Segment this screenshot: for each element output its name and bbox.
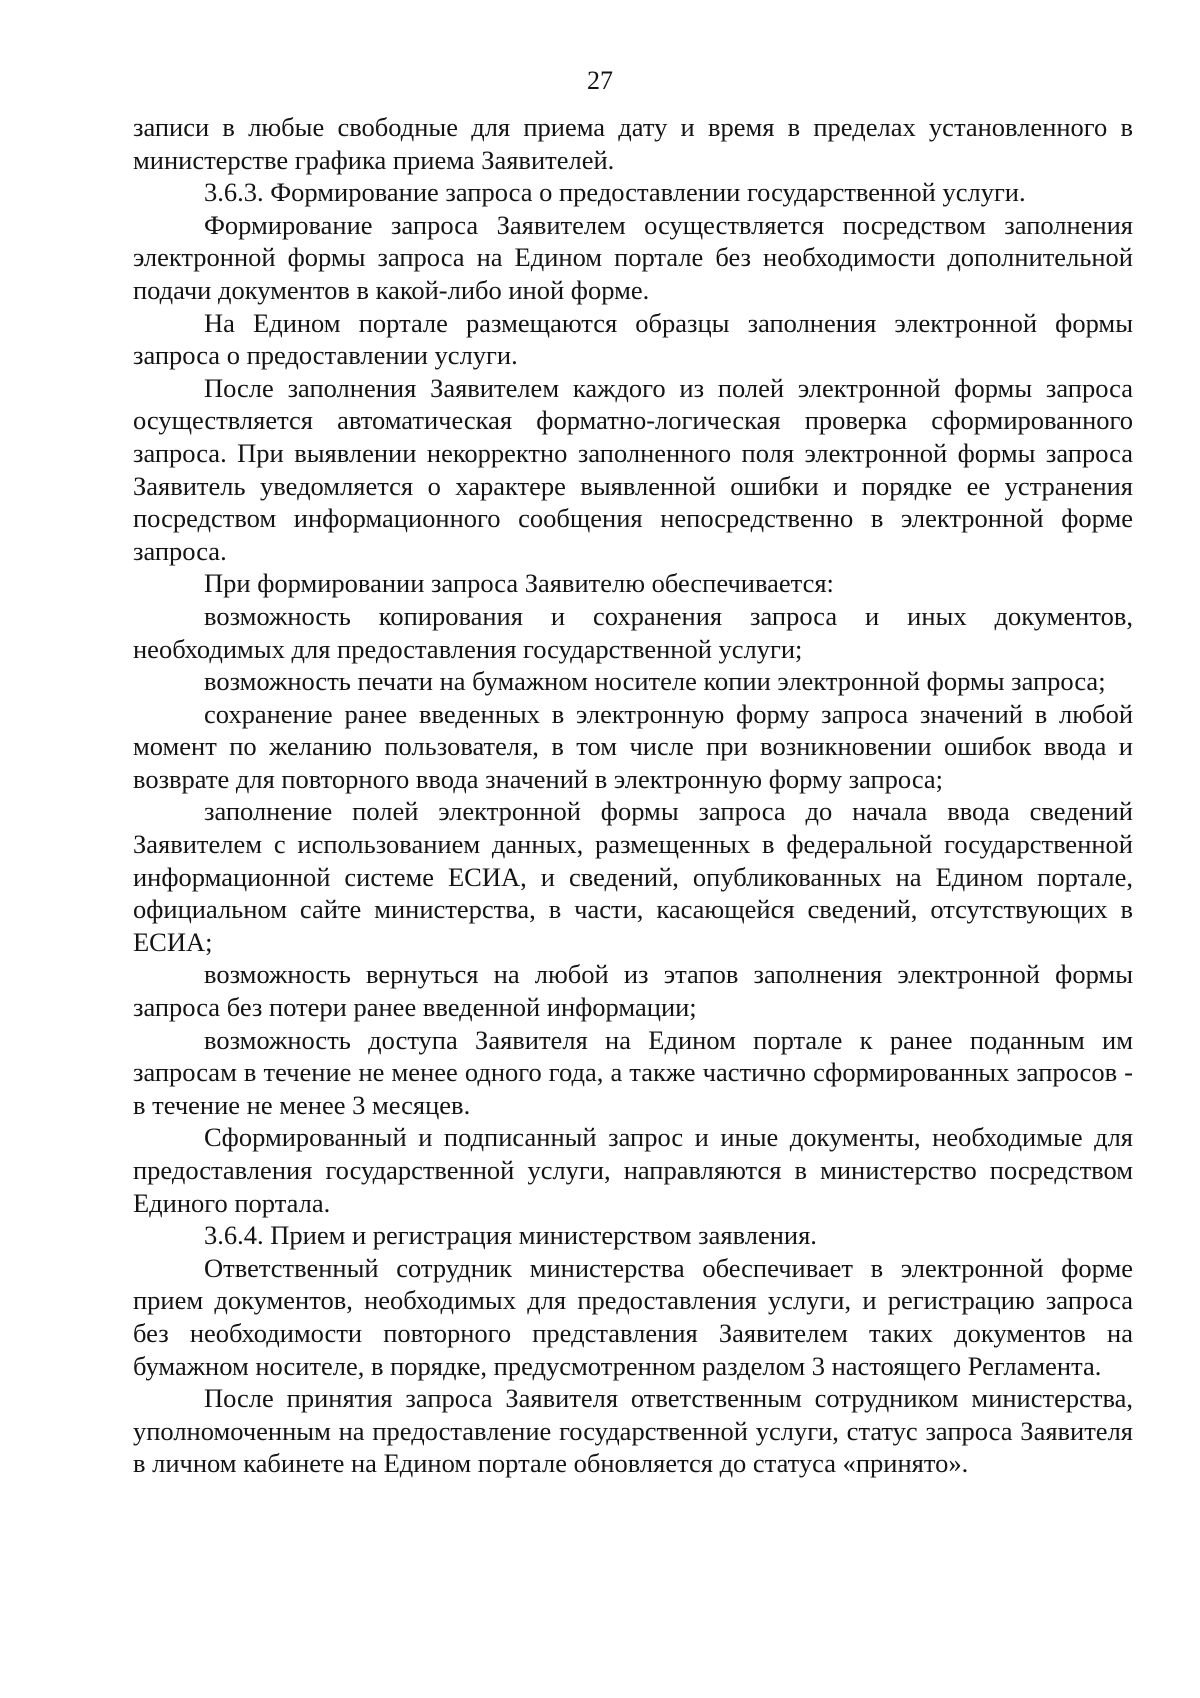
page-number: 27: [587, 66, 613, 95]
paragraph: При формировании запроса Заявителю обеспечивается:: [204, 568, 834, 599]
paragraph: После заполнения Заявителем каждого из полей электронной формы запроса осуществляется автоматическая форматно-логическая проверка сформированного запроса. При выявлении некорректно заполненного поля электронной формы запроса Заявитель уведомляется о характере выявленной ошибки и порядке ее устранения посредством информационного сообщения непосредственно в электронной форме запроса.: [133, 372, 1133, 566]
list-item: возможность вернуться на любой из этапов заполнения электронной формы запроса без потери ранее введенной информации;: [133, 959, 1133, 1023]
paragraph: Формирование запроса Заявителем осуществляется посредством заполнения электронной формы запроса на Едином портале без необходимости дополнительной подачи документов в какой-либо иной форме.: [133, 209, 1133, 305]
paragraph: На Едином портале размещаются образцы заполнения электронной формы запроса о предоставлении услуги.: [133, 307, 1133, 371]
list-item: возможность печати на бумажном носителе копии электронной формы запроса;: [204, 666, 1106, 697]
section-heading-3-6-4: 3.6.4. Прием и регистрация министерством заявления.: [204, 1220, 817, 1251]
paragraph: Ответственный сотрудник министерства обеспечивает в электронной форме прием документов, необходимых для предоставления услуги, и регистрацию запроса без необходимости повторного представления Заявителем таких документов на бумажном носителе, в порядке, предусмотренном разделом 3 настоящего Регламента.: [133, 1252, 1133, 1381]
paragraph: Сформированный и подписанный запрос и иные документы, необходимые для предоставления государственной услуги, направляются в министерство посредством Единого портала.: [133, 1122, 1133, 1218]
list-item: сохранение ранее введенных в электронную форму запроса значений в любой момент по желанию пользователя, в том числе при возникновении ошибок ввода и возврате для повторного ввода значений в электронную форму запроса;: [133, 698, 1133, 794]
list-item: возможность доступа Заявителя на Едином портале к ранее поданным им запросам в течение не менее одного года, а также частично сформированных запросов - в течение не менее 3 месяцев.: [133, 1024, 1133, 1120]
document-body: [133, 111, 1133, 1480]
list-item: заполнение полей электронной формы запроса до начала ввода сведений Заявителем с использованием данных, размещенных в федеральной государственной информационной системе ЕСИА, и сведений, опубликованных на Едином портале, официальном сайте министерства, в части, касающейся сведений, отсутствующих в ЕСИА;: [133, 796, 1133, 957]
paragraph: После принятия запроса Заявителя ответственным сотрудником министерства, уполномоченным на предоставление государственной услуги, статус запроса Заявителя в личном кабинете на Едином портале обновляется до статуса «принято».: [133, 1383, 1133, 1479]
section-heading-3-6-3: 3.6.3. Формирование запроса о предоставлении государственной услуги.: [204, 177, 1026, 208]
paragraph-continuation: записи в любые свободные для приема дату и время в пределах установленного в министерстве графика приема Заявителей.: [133, 112, 1133, 175]
list-item: возможность копирования и сохранения запроса и иных документов, необходимых для предоставления государственной услуги;: [133, 600, 1133, 664]
